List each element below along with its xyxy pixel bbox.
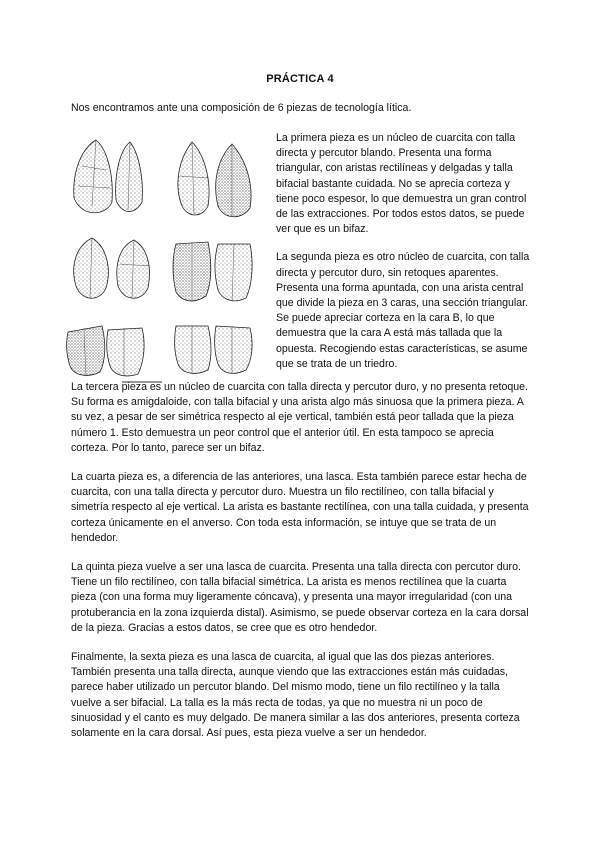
piece-6-drawing <box>175 326 252 374</box>
main-text-column <box>71 380 533 755</box>
paragraph-piece-1: La primera pieza es un núcleo de cuarcita con talla directa y percutor blando. Presenta una forma triangular, con aristas rectilíneas y delgadas y talla bifacial bastante cuidada. No se aprecia corteza y tiene poco espesor, lo que demuestra un gran control de las extracciones. Por todos estos datos, se puede ver que es un bifaz. <box>276 132 527 236</box>
paragraph-piece-5: La quinta pieza vuelve a ser una lasca de cuarcita. Presenta una talla directa con percutor duro. Tiene un filo rectilíneo, con talla bifacial simétrica. La arista es menos rectilínea que la cuarta pieza (con una forma muy ligeramente cóncava), y presenta una mayor irregularidad (con una protuberancia en la zona izquierda distal). Asimismo, se puede observar corteza en la cara dorsal de la pieza. Gracias a estos datos, se cree que es otro hendedor. <box>71 561 529 634</box>
page-title: PRÁCTICA 4 <box>266 73 334 85</box>
paragraph-piece-2: La segunda pieza es otro núcleo de cuarcita, con talla directa y percutor duro, sin retoques aparentes. Presenta una forma apuntada, con una arista central que divide la pieza en 3 caras, una sección triangular. Se puede apreciar corteza en la cara B, lo que demuestra que la cara A está más tallada que la opuesta. Recogiendo estas características, se asume que se trata de un triedro. <box>276 251 530 370</box>
intro-text: Nos encontramos ante una composición de 6 piezas de tecnología lítica. <box>71 102 412 114</box>
piece-1-drawing <box>74 140 143 213</box>
piece-4-drawing <box>173 242 252 302</box>
piece-2-drawing <box>178 142 251 217</box>
paragraph-piece-6: Finalmente, la sexta pieza es una lasca de cuarcita, al igual que las dos piezas anteriores. También presenta una talla directa, aunque viendo que las extracciones están más cuidadas, parece haber utilizado un percutor blando. Del mismo modo, tiene un filo rectilíneo y la talla vuelve a ser bifacial. La talla es la más recta de todas, ya que no muestra ni un poco de sinuosidad y el canto es muy delgado. De manera similar a las dos anteriores, presenta corteza solamente en la cara dorsal. Así pues, esta pieza vuelve a ser un hendedor. <box>71 651 520 740</box>
paragraph-piece-4: La cuarta pieza es, a diferencia de las anteriores, una lasca. Esta también parece estar hecha de cuarcita, con una talla directa y percutor duro. Muestra un filo rectilíneo, con talla bifacial y simetría respecto al eje vertical. La arista es bastante rectilínea, con una talla cuidada, y presenta corteza únicamente en el anverso. Con toda esta información, se intuye que se trata de un hendedor. <box>71 471 529 544</box>
piece-5-drawing <box>67 326 162 382</box>
lithic-tools-figure <box>62 136 267 388</box>
side-text-column <box>276 131 534 385</box>
piece-3-drawing <box>74 238 150 298</box>
paragraph-piece-3: La tercera pieza es un núcleo de cuarcita con talla directa y percutor duro, y no presenta retoque. Su forma es amigdaloide, con talla bifacial y una arista algo más sinuosa que la primera pieza. A su vez, a pesar de ser simétrica respecto al eje vertical, también está peor tallada que la pieza número 1. Esto demuestra un peor control que el anterior útil. En esta tampoco se aprecia corteza. Por lo tanto, parece ser un bifaz. <box>71 381 528 454</box>
